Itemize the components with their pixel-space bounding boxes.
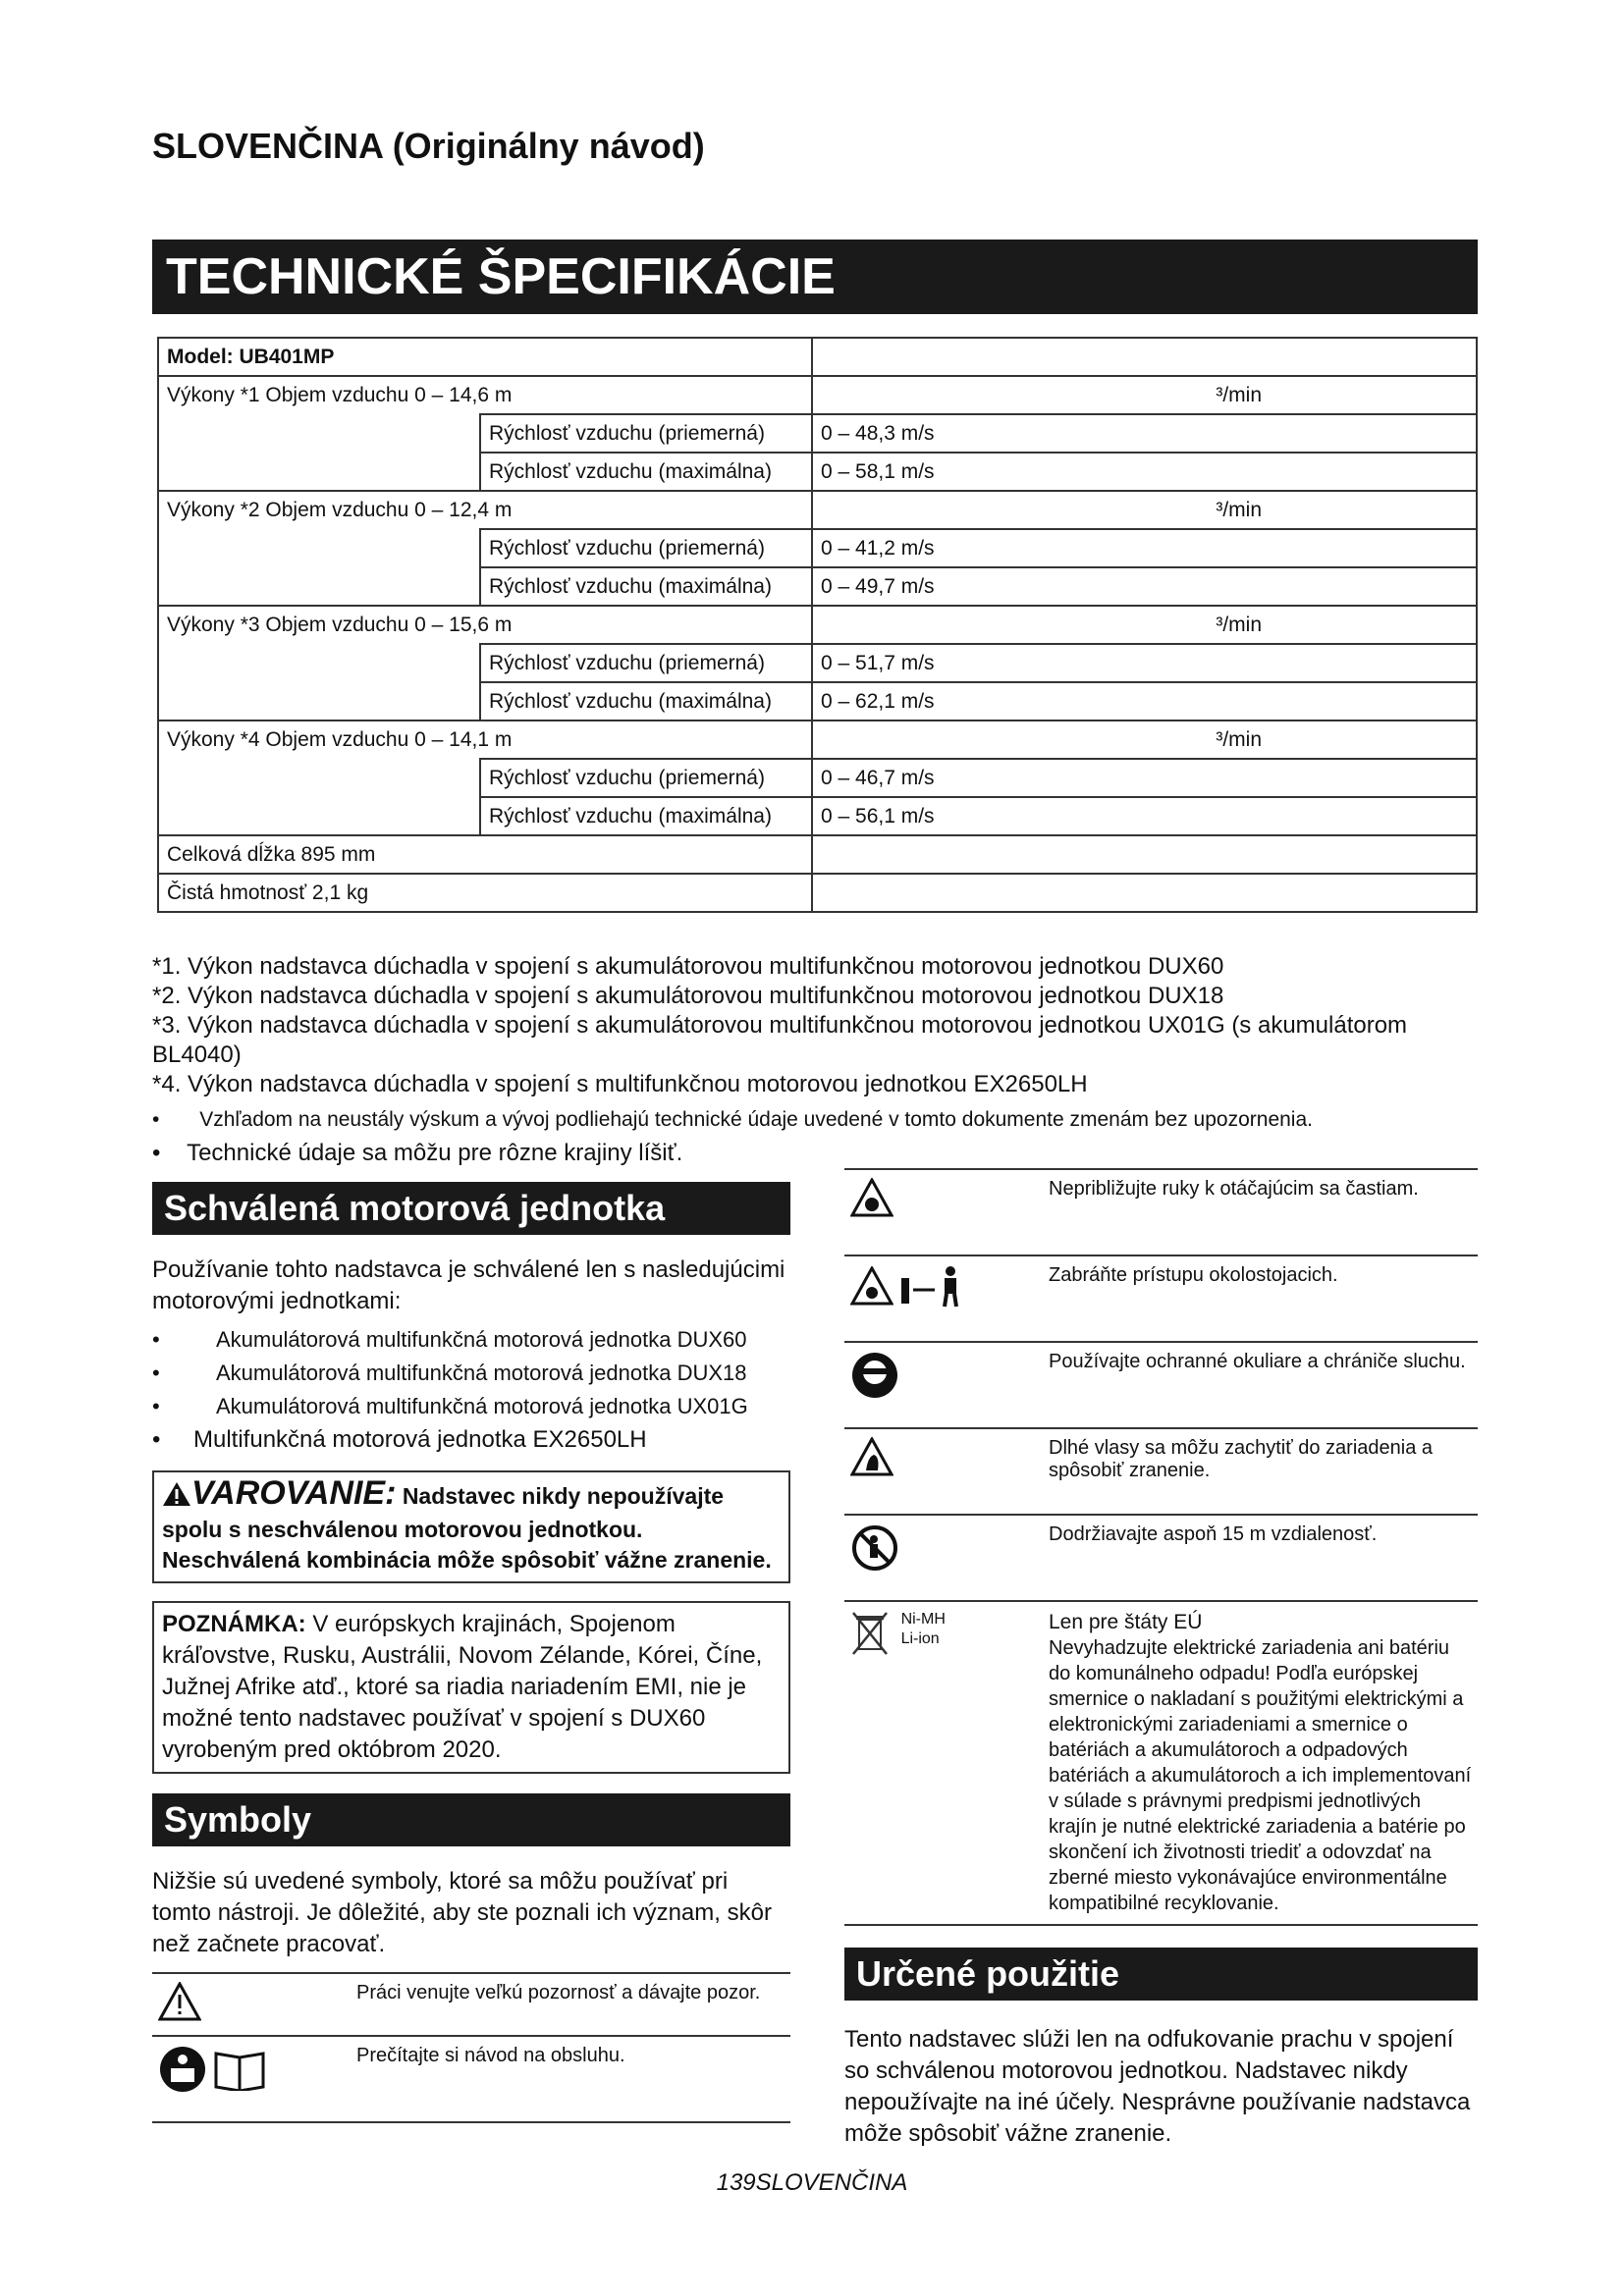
spec-model: Model: UB401MP <box>158 338 812 376</box>
spec-speed-avg: 0 – 46,7 m/s <box>812 759 1477 797</box>
approved-unit-title: Schválená motorová jednotka <box>152 1182 790 1235</box>
spec-speed-avg-label: Rýchlosť vzduchu (priemerná) <box>480 759 812 797</box>
spec-speed-avg-label: Rýchlosť vzduchu (priemerná) <box>480 644 812 682</box>
eu-text: Nevyhadzujte elektrické zariadenia ani batériu do komunálneho odpadu! Podľa európskej smernice o nakladaní s použitými elektrickými a elektronickými zariadeniami a smernice o batériách a akumulátoroch a odpadových batériách a akumulátoroch a ich implementovaní v súlade s právnymi predpismi jednotlivých krajín je nutné elektrické zariadenia a batérie po skončení ich životnosti triediť a odovzdať na zberné miesto vykonávajúce environmentálne kompatibilné recyklovanie. <box>1049 1637 1472 1914</box>
symbol-text: Práci venujte veľkú pozornosť a dávajte pozor. <box>351 1973 790 2036</box>
spec-speed-max: 0 – 56,1 m/s <box>812 797 1477 835</box>
page-footer: 139SLOVENČINA <box>716 2169 908 2196</box>
footnote: *3. Výkon nadstavca dúchadla v spojení s akumulátorovou multifunkčnou motorovou jednotkou UX01G (s akumulátorom BL4040) <box>152 1012 1408 1068</box>
list-item: • Akumulátorová multifunkčná motorová jednotka DUX60 <box>152 1323 790 1357</box>
book-icon <box>213 2048 266 2097</box>
warning-text: Nadstavec nikdy nepoužívajte spolu s neschválenou motorovou jednotkou. Neschválená kombinácia môže spôsobiť vážne zranenie. <box>162 1483 772 1573</box>
spec-flow-unit: ³/min <box>1216 613 1262 636</box>
bystander-distance-icon <box>899 1264 968 1313</box>
list-item: • Multifunkčná motorová jednotka EX2650LH <box>152 1423 790 1457</box>
crossed-bin-icon <box>850 1610 890 1663</box>
warning-icon <box>850 1266 893 1311</box>
footnote: *1. Výkon nadstavca dúchadla v spojení s akumulátorovou multifunkčnou motorovou jednotkou DUX60 <box>152 953 1224 980</box>
keep-distance-icon <box>850 1523 899 1578</box>
spec-speed-max-label: Rýchlosť vzduchu (maximálna) <box>480 797 812 835</box>
footnotes: *1. Výkon nadstavca dúchadla v spojení s akumulátorovou multifunkčnou motorovou jednotkou DUX60 *2. Výkon nadstavca dúchadla v spojení s akumulátorovou multifunkčnou motorovou jednotkou DUX18 *3. Výkon nadstavca dúchadla v spojení s akumulátorovou multifunkčnou motorovou jednotkou UX01G (s akumulátorom BL4040) *4. Výkon nadstavca dúchadla v spojení s multifunkčnou motorovou jednotkou EX2650LH • Vzhľadom na neustály výskum a vývoj podliehajú technické údaje uvedené v tomto dokumente zmenám bez upozornenia. • Technické údaje sa môžu pre rôzne krajiny líšiť. <box>152 952 1478 1168</box>
eye-ear-protection-icon <box>850 1351 899 1406</box>
spec-speed-max: 0 – 58,1 m/s <box>812 453 1477 491</box>
spec-flow-label: Výkony *2 Objem vzduchu 0 – 12,4 m <box>158 491 812 529</box>
spec-speed-max-label: Rýchlosť vzduchu (maximálna) <box>480 567 812 606</box>
spec-speed-avg-label: Rýchlosť vzduchu (priemerná) <box>480 414 812 453</box>
spec-flow-unit: ³/min <box>1216 498 1262 521</box>
spec-speed-avg: 0 – 41,2 m/s <box>812 529 1477 567</box>
symbol-text: Zabráňte prístupu okolostojacich. <box>1043 1255 1478 1342</box>
spec-speed-max: 0 – 62,1 m/s <box>812 682 1477 721</box>
battery-type-label: Li-ion <box>900 1630 940 1647</box>
symbol-text: Nepribližujte ruky k otáčajúcim sa častiam. <box>1043 1169 1478 1255</box>
symbol-text: Používajte ochranné okuliare a chrániče sluchu. <box>1043 1342 1478 1428</box>
spec-speed-max-label: Rýchlosť vzduchu (maximálna) <box>480 682 812 721</box>
read-manual-icon <box>158 2045 207 2100</box>
left-column <box>152 1182 790 2123</box>
warning-icon <box>158 1982 201 2027</box>
symbols-table-right <box>844 1168 1478 1926</box>
right-column <box>844 1168 1478 2150</box>
spec-speed-max-label: Rýchlosť vzduchu (maximálna) <box>480 453 812 491</box>
approved-unit-intro: Používanie tohto nadstavca je schválené len s nasledujúcimi motorovými jednotkami: <box>152 1256 785 1314</box>
note-box <box>152 1601 790 1774</box>
footnote: *2. Výkon nadstavca dúchadla v spojení s akumulátorovou multifunkčnou motorovou jednotkou DUX18 <box>152 983 1224 1009</box>
battery-type-label: Ni-MH <box>900 1611 946 1628</box>
spec-flow-label: Výkony *4 Objem vzduchu 0 – 14,1 m <box>158 721 812 759</box>
spec-weight: Čistá hmotnosť 2,1 kg <box>158 874 812 912</box>
intended-use-title: Určené použitie <box>844 1948 1478 2001</box>
symbols-intro: Nižšie sú uvedené symboly, ktoré sa môžu používať pri tomto nástroji. Je dôležité, aby ste poznali ich význam, skôr než začnete pracovať. <box>152 1867 772 1957</box>
symbol-text: Dlhé vlasy sa môžu zachytiť do zariadenia a spôsobiť zranenie. <box>1043 1428 1478 1515</box>
spec-speed-avg-label: Rýchlosť vzduchu (priemerná) <box>480 529 812 567</box>
symbols-table-left <box>152 1972 790 2123</box>
symbols-title: Symboly <box>152 1793 790 1846</box>
approved-unit-list <box>152 1323 790 1457</box>
list-item: • Akumulátorová multifunkčná motorová jednotka UX01G <box>152 1390 790 1423</box>
spec-flow-label: Výkony *3 Objem vzduchu 0 – 15,6 m <box>158 606 812 644</box>
eu-heading: Len pre štáty EÚ <box>1049 1611 1203 1633</box>
spec-length: Celková dĺžka 895 mm <box>158 835 812 874</box>
spec-speed-avg: 0 – 51,7 m/s <box>812 644 1477 682</box>
spec-speed-avg: 0 – 48,3 m/s <box>812 414 1477 453</box>
spec-table <box>157 337 1478 913</box>
intended-use-text: Tento nadstavec slúži len na odfukovanie prachu v spojení so schválenou motorovou jednotkou. Nadstavec nikdy nepoužívajte na iné účely. Nesprávne používanie nadstavca môže spôsobiť vážne zranenie. <box>844 2026 1471 2147</box>
list-item: • Akumulátorová multifunkčná motorová jednotka DUX18 <box>152 1357 790 1390</box>
page-heading: SLOVENČINA (Originálny návod) <box>152 126 705 166</box>
warning-icon <box>162 1481 191 1515</box>
rotating-parts-warning-icon <box>850 1178 893 1223</box>
note-text: V európskych krajinách, Spojenom kráľovstve, Rusku, Austrálii, Novom Zélande, Kórei, Číne, Južnej Afrike atď., ktoré sa riadia nariadením EMI, nie je možné tento nadstavec používať v spojení s DUX60 vyrobeným pred októbrom 2020. <box>162 1610 763 1763</box>
spec-note: Technické údaje sa môžu pre rôzne krajiny líšiť. <box>187 1140 683 1166</box>
warning-box <box>152 1470 790 1583</box>
note-label: POZNÁMKA: <box>162 1610 306 1637</box>
long-hair-warning-icon <box>850 1437 893 1482</box>
symbol-text: Prečítajte si návod na obsluhu. <box>351 2036 790 2122</box>
spec-flow-unit: ³/min <box>1216 727 1262 751</box>
symbol-text: Dodržiavajte aspoň 15 m vzdialenosť. <box>1043 1515 1478 1601</box>
spec-speed-max: 0 – 49,7 m/s <box>812 567 1477 606</box>
spec-banner: TECHNICKÉ ŠPECIFIKÁCIE <box>152 240 1478 314</box>
warning-label: VAROVANIE: <box>191 1474 397 1512</box>
footnote: *4. Výkon nadstavca dúchadla v spojení s multifunkčnou motorovou jednotkou EX2650LH <box>152 1071 1088 1097</box>
spec-note: Vzhľadom na neustály výskum a vývoj podliehajú technické údaje uvedené v tomto dokumente zmenám bez upozornenia. <box>199 1108 1313 1131</box>
spec-flow-unit: ³/min <box>1216 383 1262 406</box>
spec-flow-label: Výkony *1 Objem vzduchu 0 – 14,6 m <box>158 376 812 414</box>
